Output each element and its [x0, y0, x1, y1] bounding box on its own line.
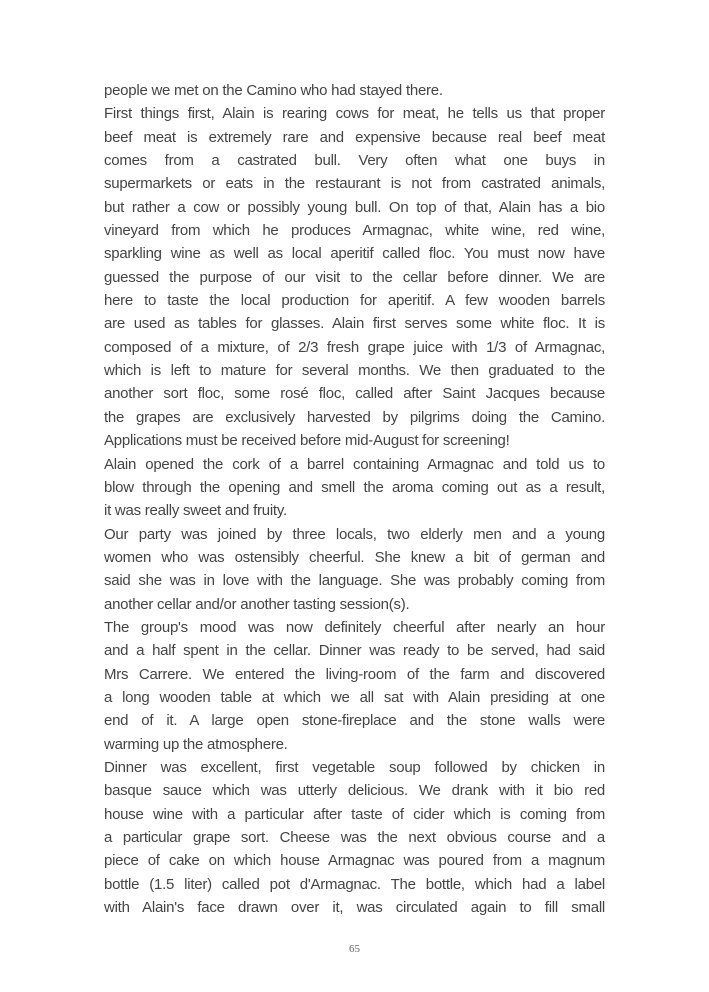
text-line: comes from a castrated bull. Very often what one buys in — [104, 152, 605, 170]
text-line: warming up the atmosphere. — [104, 735, 288, 753]
text-line: First things first, Alain is rearing cows for meat, he tells us that proper — [104, 105, 605, 123]
body-text — [104, 79, 605, 919]
text-line: piece of cake on which house Armagnac was poured from a magnum — [104, 852, 605, 870]
paragraph — [104, 756, 605, 919]
text-line: Dinner was excellent, first vegetable soup followed by chicken in — [104, 758, 605, 776]
paragraph — [104, 523, 605, 616]
text-line: Our party was joined by three locals, two elderly men and a young — [104, 525, 605, 543]
text-line: it was really sweet and fruity. — [104, 502, 287, 520]
text-line: said she was in love with the language. She was probably coming from — [104, 572, 605, 590]
text-line: with Alain's face drawn over it, was circulated again to fill small — [104, 899, 605, 917]
text-line: Alain opened the cork of a barrel containing Armagnac and told us to — [104, 455, 605, 473]
text-line: a long wooden table at which we all sat with Alain presiding at one — [104, 688, 605, 706]
text-line: people we met on the Camino who had stayed there. — [104, 82, 443, 99]
text-line: and a half spent in the cellar. Dinner was ready to be served, had said — [104, 642, 605, 660]
text-line: guessed the purpose of our visit to the cellar before dinner. We are — [104, 268, 605, 286]
text-line: Applications must be received before mid-August for screening! — [104, 432, 510, 450]
text-line: are used as tables for glasses. Alain first serves some white floc. It is — [104, 315, 605, 333]
text-line: the grapes are exclusively harvested by pilgrims doing the Camino. — [104, 408, 605, 426]
text-line: composed of a mixture, of 2/3 fresh grape juice with 1/3 of Armagnac, — [104, 338, 605, 356]
text-line: women who was ostensibly cheerful. She knew a bit of german and — [104, 548, 605, 566]
text-line: basque sauce which was utterly delicious. We drank with it bio red — [104, 782, 605, 800]
text-line: vineyard from which he produces Armagnac, white wine, red wine, — [104, 222, 605, 240]
text-line: bottle (1.5 liter) called pot d'Armagnac. The bottle, which had a label — [104, 875, 605, 893]
text-line: sparkling wine as well as local aperitif called floc. You must now have — [104, 245, 605, 263]
text-line: beef meat is extremely rare and expensive because real beef meat — [104, 128, 605, 146]
text-line: The group's mood was now definitely cheerful after nearly an hour — [104, 618, 605, 636]
text-line: another sort floc, some rosé floc, called after Saint Jacques because — [104, 385, 605, 403]
paragraph — [104, 79, 605, 102]
paragraph — [104, 453, 605, 523]
text-line: here to taste the local production for aperitif. A few wooden barrels — [104, 292, 605, 310]
text-line: supermarkets or eats in the restaurant is not from castrated animals, — [104, 175, 605, 193]
text-line: which is left to mature for several months. We then graduated to the — [104, 362, 605, 380]
text-line: house wine with a particular after taste of cider which is coming from — [104, 805, 605, 823]
paragraph — [104, 616, 605, 756]
paragraph — [104, 102, 605, 452]
text-line: another cellar and/or another tasting session(s). — [104, 595, 410, 613]
text-line: end of it. A large open stone-fireplace and the stone walls were — [104, 712, 605, 730]
text-line: but rather a cow or possibly young bull. On top of that, Alain has a bio — [104, 198, 605, 216]
text-line: a particular grape sort. Cheese was the next obvious course and a — [104, 829, 605, 846]
page-number: 65 — [349, 943, 360, 955]
text-line: blow through the opening and smell the aroma coming out as a result, — [104, 478, 605, 496]
text-line: Mrs Carrere. We entered the living-room of the farm and discovered — [104, 665, 605, 683]
